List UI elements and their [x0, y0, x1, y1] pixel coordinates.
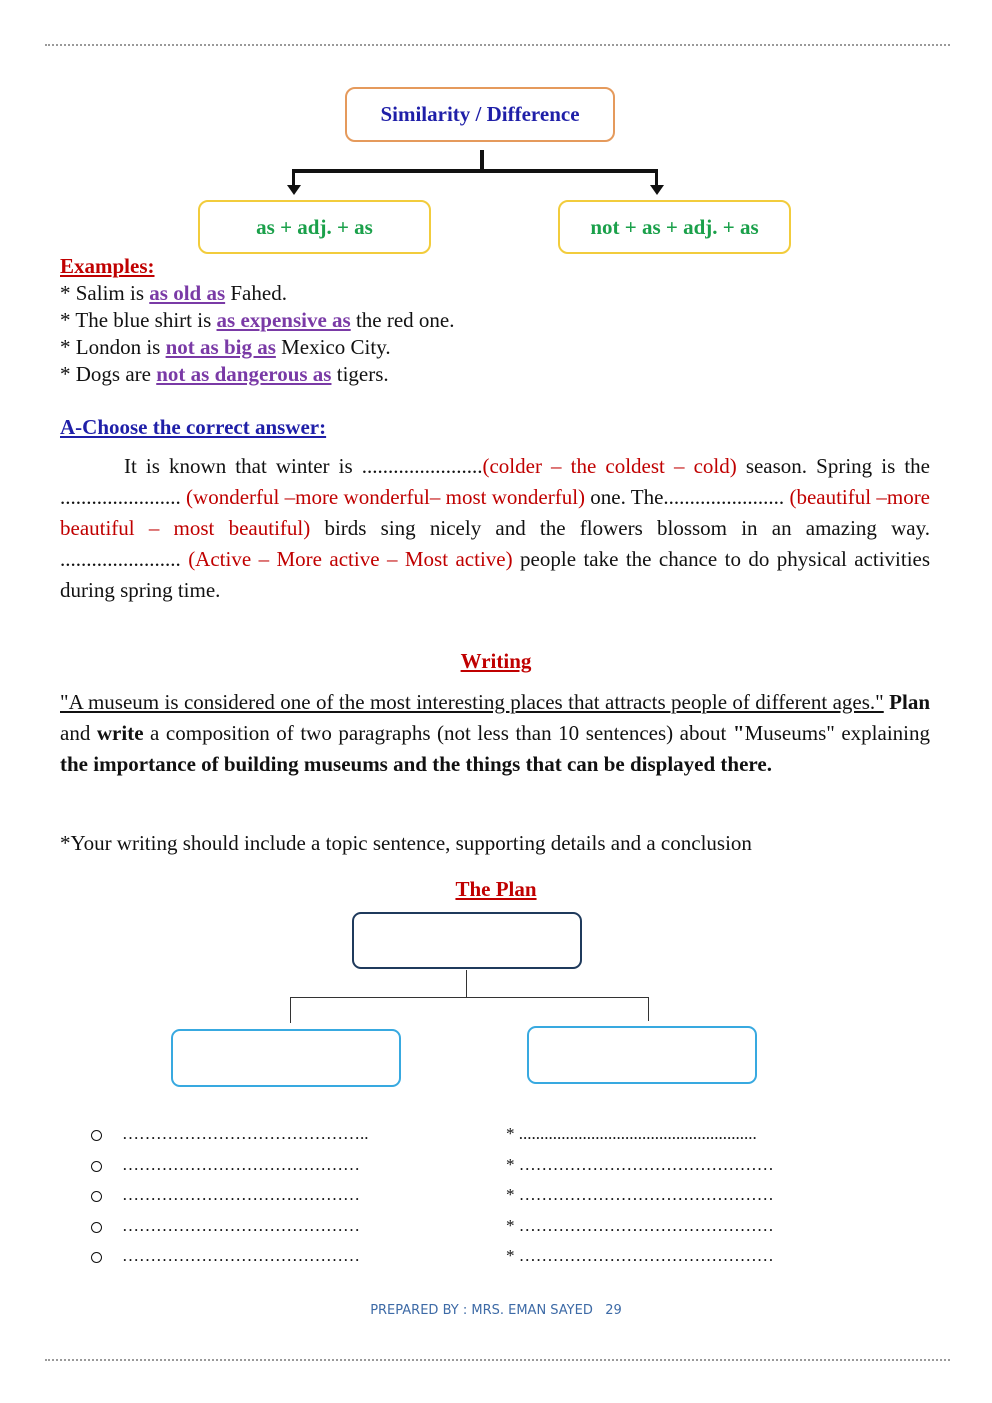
example-2: * The blue shirt is as expensive as the red one.	[60, 308, 455, 332]
bullet-circle-icon	[91, 1130, 102, 1141]
footer-credit: PREPARED BY : MRS. EMAN SAYED	[370, 1303, 593, 1318]
exercise-heading: A-Choose the correct answer:	[60, 415, 327, 439]
similarity-rule: as + adj. + as	[256, 214, 373, 239]
arrow-right-icon	[650, 185, 664, 195]
difference-rule-box	[558, 200, 791, 254]
writing-heading: Writing	[460, 649, 532, 673]
bullet-circle-icon	[91, 1161, 102, 1172]
bullet-circle-icon	[91, 1252, 102, 1263]
plan-right-line-1[interactable]: * ........................................................	[506, 1124, 757, 1143]
similarity-rule-box	[198, 200, 431, 254]
bullet-circle-icon	[91, 1191, 102, 1202]
plan-connector-right	[648, 997, 649, 1021]
plan-right-line-5[interactable]: * ………………………………………	[506, 1246, 774, 1265]
plan-connector-bar	[290, 997, 649, 998]
example-4: * Dogs are not as dangerous as tigers.	[60, 362, 389, 386]
writing-note: *Your writing should include a topic sentence, supporting details and a conclusion	[60, 831, 752, 855]
plan-left-line-5[interactable]: ……………………………………	[91, 1246, 360, 1266]
example-1: * Salim is as old as Fahed.	[60, 281, 287, 305]
writing-prompt: "A museum is considered one of the most interesting places that attracts people of different ages." Plan and write a composition of two paragraphs (not less than 10 sentences) about "Museums" explaining the importance of building museums and the things that can be displayed there.	[60, 690, 930, 776]
plan-left-line-4[interactable]: ……………………………………	[91, 1216, 360, 1236]
example-3: * London is not as big as Mexico City.	[60, 335, 391, 359]
bullet-circle-icon	[91, 1222, 102, 1233]
plan-connector-stem	[466, 970, 467, 998]
plan-right-line-2[interactable]: * ………………………………………	[506, 1155, 774, 1174]
connector-stem	[480, 150, 484, 170]
plan-right-box[interactable]	[527, 1026, 757, 1084]
plan-left-box[interactable]	[171, 1029, 401, 1087]
examples-heading: Examples:	[60, 254, 155, 278]
plan-connector-left	[290, 997, 291, 1023]
plan-topic-box[interactable]	[352, 912, 582, 969]
page-footer	[0, 1303, 992, 1318]
plan-right-line-4[interactable]: * ………………………………………	[506, 1216, 774, 1235]
exercise-paragraph: It is known that winter is .......................(colder – the coldest – cold) season. Spring is the ....................... (wonderful –more wonderful– most wonderful) one. The....................... (beautiful –more beautiful – most beautiful) birds sing nicely and the flowers blossom in an amazing way. ....................... (Active – More active – Most active) people take the chance to do physical activities during spring time.	[60, 454, 931, 602]
plan-right-line-3[interactable]: * ………………………………………	[506, 1185, 774, 1204]
connector-bar	[292, 169, 657, 173]
top-border	[45, 44, 950, 46]
diagram-title-box	[345, 87, 615, 142]
plan-left-line-3[interactable]: ……………………………………	[91, 1185, 360, 1205]
plan-heading: The Plan	[455, 877, 537, 901]
plan-left-line-2[interactable]: ……………………………………	[91, 1155, 360, 1175]
arrow-left-icon	[287, 185, 301, 195]
bottom-border	[45, 1359, 950, 1361]
diagram-title: Similarity / Difference	[380, 102, 580, 126]
plan-left-line-1[interactable]: ……………………………………..	[91, 1124, 369, 1144]
page-number: 29	[605, 1303, 622, 1318]
difference-rule: not + as + adj. + as	[590, 214, 759, 239]
